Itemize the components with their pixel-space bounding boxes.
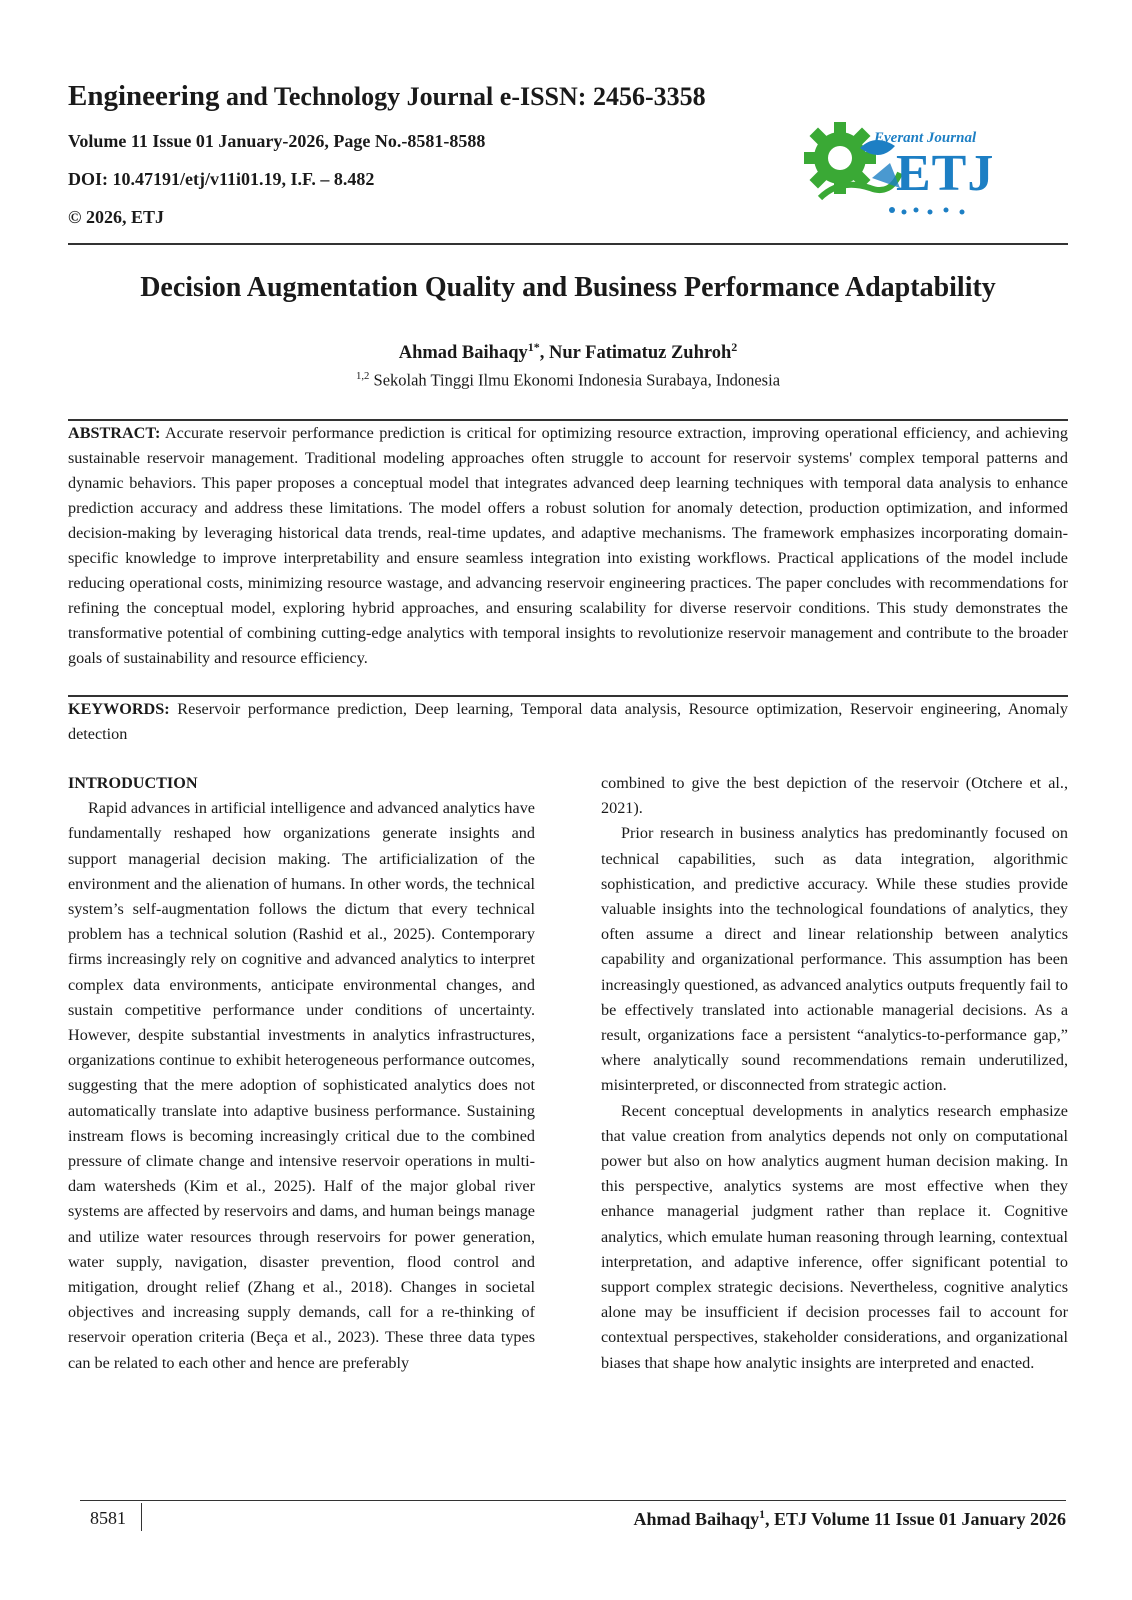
intro-paragraph-2: Prior research in business analytics has predominantly focused on technical capabilities, such as data integration, algorithmic sophistication, and predictive accuracy. While these studies provide valuable insights into the technological foundations of analytics, they often assume a direct and linear relationship between analytics capability and organizational performance. This assumption has been increasingly questioned, as advanced analytics outputs frequently fail to be effectively translated into actionable managerial decisions. As a result, organizations face a persistent “analytics-to-performance gap,” where analytically sound recommendations remain underutilized, misinterpreted, or disconnected from strategic action. bbox=[601, 824, 1068, 1095]
running-footer: Ahmad Baihaqy$^1$, ETJ Volume 11 Issue 01 January 2026 bbox=[633, 1508, 1066, 1529]
right-column bbox=[601, 771, 1068, 1376]
journal-logo bbox=[800, 118, 1020, 228]
intro-paragraph-3: Recent conceptual developments in analytics research emphasize that value creation from analytics depends not only on computational power but also on how analytics augment human decision making. In this perspective, analytics systems are most effective when they enhance managerial judgment rather than replace it. Cognitive analytics, which emulate human reasoning through learning, contextual interpretation, and adaptive inference, offer significant potential to support complex strategic decisions. Nevertheless, cognitive analytics alone may be insufficient if decision processes fail to account for contextual perspectives, stakeholder considerations, and organizational biases that shape how analytic insights are interpreted and enacted. bbox=[601, 1101, 1068, 1372]
abstract: ABSTRACT: Accurate reservoir performance prediction is critical for optimizing resource extraction, improving operational efficiency, and achieving sustainable reservoir management. Traditional modeling approaches often struggle to account for reservoir systems' complex temporal patterns and dynamic behaviors. This paper proposes a conceptual model that integrates advanced deep learning techniques with temporal data analysis to enhance prediction accuracy and address these limitations. The model offers a robust solution for anomaly detection, production optimization, and informed decision-making by leveraging historical data trends, real-time updates, and adaptive mechanisms. The framework emphasizes incorporating domain-specific knowledge to improve interpretability and ensure seamless integration into existing workflows. Practical applications of the model include reducing operational costs, minimizing resource wastage, and advancing reservoir engineering practices. The paper concludes with recommendations for refining the conceptual model, exploring hybrid approaches, and ensuring scalability for diverse reservoir conditions. This study demonstrates the transformative potential of combining cutting-edge analytics with temporal insights to revolutionize reservoir management and contribute to the broader goals of sustainability and resource efficiency. bbox=[68, 424, 1068, 667]
paper-title: Decision Augmentation Quality and Business Performance Adaptability bbox=[140, 272, 996, 303]
footer-divider bbox=[141, 1503, 142, 1531]
keywords: KEYWORDS: Reservoir performance prediction, Deep learning, Temporal data analysis, Resource optimization, Reservoir engineering, Anomaly detection bbox=[68, 700, 1068, 743]
intro-paragraph-continued: combined to give the best depiction of the reservoir (Otchere et al., 2021). bbox=[601, 774, 1068, 818]
authors: Ahmad Baihaqy$^{1*}$, Nur Fatimatuz Zuhroh$^2$ bbox=[398, 340, 738, 364]
footer-rule bbox=[80, 1500, 1066, 1501]
header-rule bbox=[68, 243, 1068, 245]
volume-line: Volume 11 Issue 01 January-2026, Page No.-8581-8588 bbox=[68, 131, 486, 151]
left-column bbox=[68, 771, 535, 1376]
logo-caption: Everant Journal bbox=[874, 130, 977, 146]
logo-text: ETJ bbox=[896, 145, 995, 202]
intro-paragraph-1: Rapid advances in artificial intelligence and advanced analytics have fundamentally reshaped how organizations generate insights and support managerial decision making. The artificialization of the environment and the alienation of humans. In other words, the technical system’s self-augmentation follows the dictum that every technical problem has a technical solution (Rashid et al., 2025). Contemporary firms increasingly rely on cognitive and advanced analytics to interpret complex data environments, anticipate environmental changes, and sustain competitive performance under conditions of uncertainty. However, despite substantial investments in analytics infrastructures, organizations continue to exhibit heterogeneous performance outcomes, suggesting that the mere adoption of sophisticated analytics does not automatically translate into adaptive business performance. Sustaining instream flows is becoming increasingly critical due to the combined pressure of climate change and intensive reservoir operations in multi-dam watersheds (Kim et al., 2025). Half of the major global river systems are affected by reservoirs and dams, and human beings manage and utilize water resources through reservoirs for power generation, water supply, navigation, disaster prevention, flood control and mitigation, drought relief (Zhang et al., 2018). Changes in societal objectives and increasing supply demands, call for a re-thinking of reservoir operation criteria (Beça et al., 2023). These three data types can be related to each other and hence are preferably bbox=[68, 799, 535, 1372]
page-number: 8581 bbox=[90, 1508, 126, 1528]
affiliation: $^{1,2}$ Sekolah Tinggi Ilmu Ekonomi Indonesia Surabaya, Indonesia bbox=[355, 370, 781, 390]
copyright-line: © 2026, ETJ bbox=[68, 207, 164, 227]
introduction-heading: INTRODUCTION bbox=[68, 774, 198, 792]
doi-line: DOI: 10.47191/etj/v11i01.19, I.F. – 8.482 bbox=[68, 169, 375, 189]
journal-title: Engineering and Technology Journal e-ISSN: 2456-3358 bbox=[68, 80, 706, 112]
